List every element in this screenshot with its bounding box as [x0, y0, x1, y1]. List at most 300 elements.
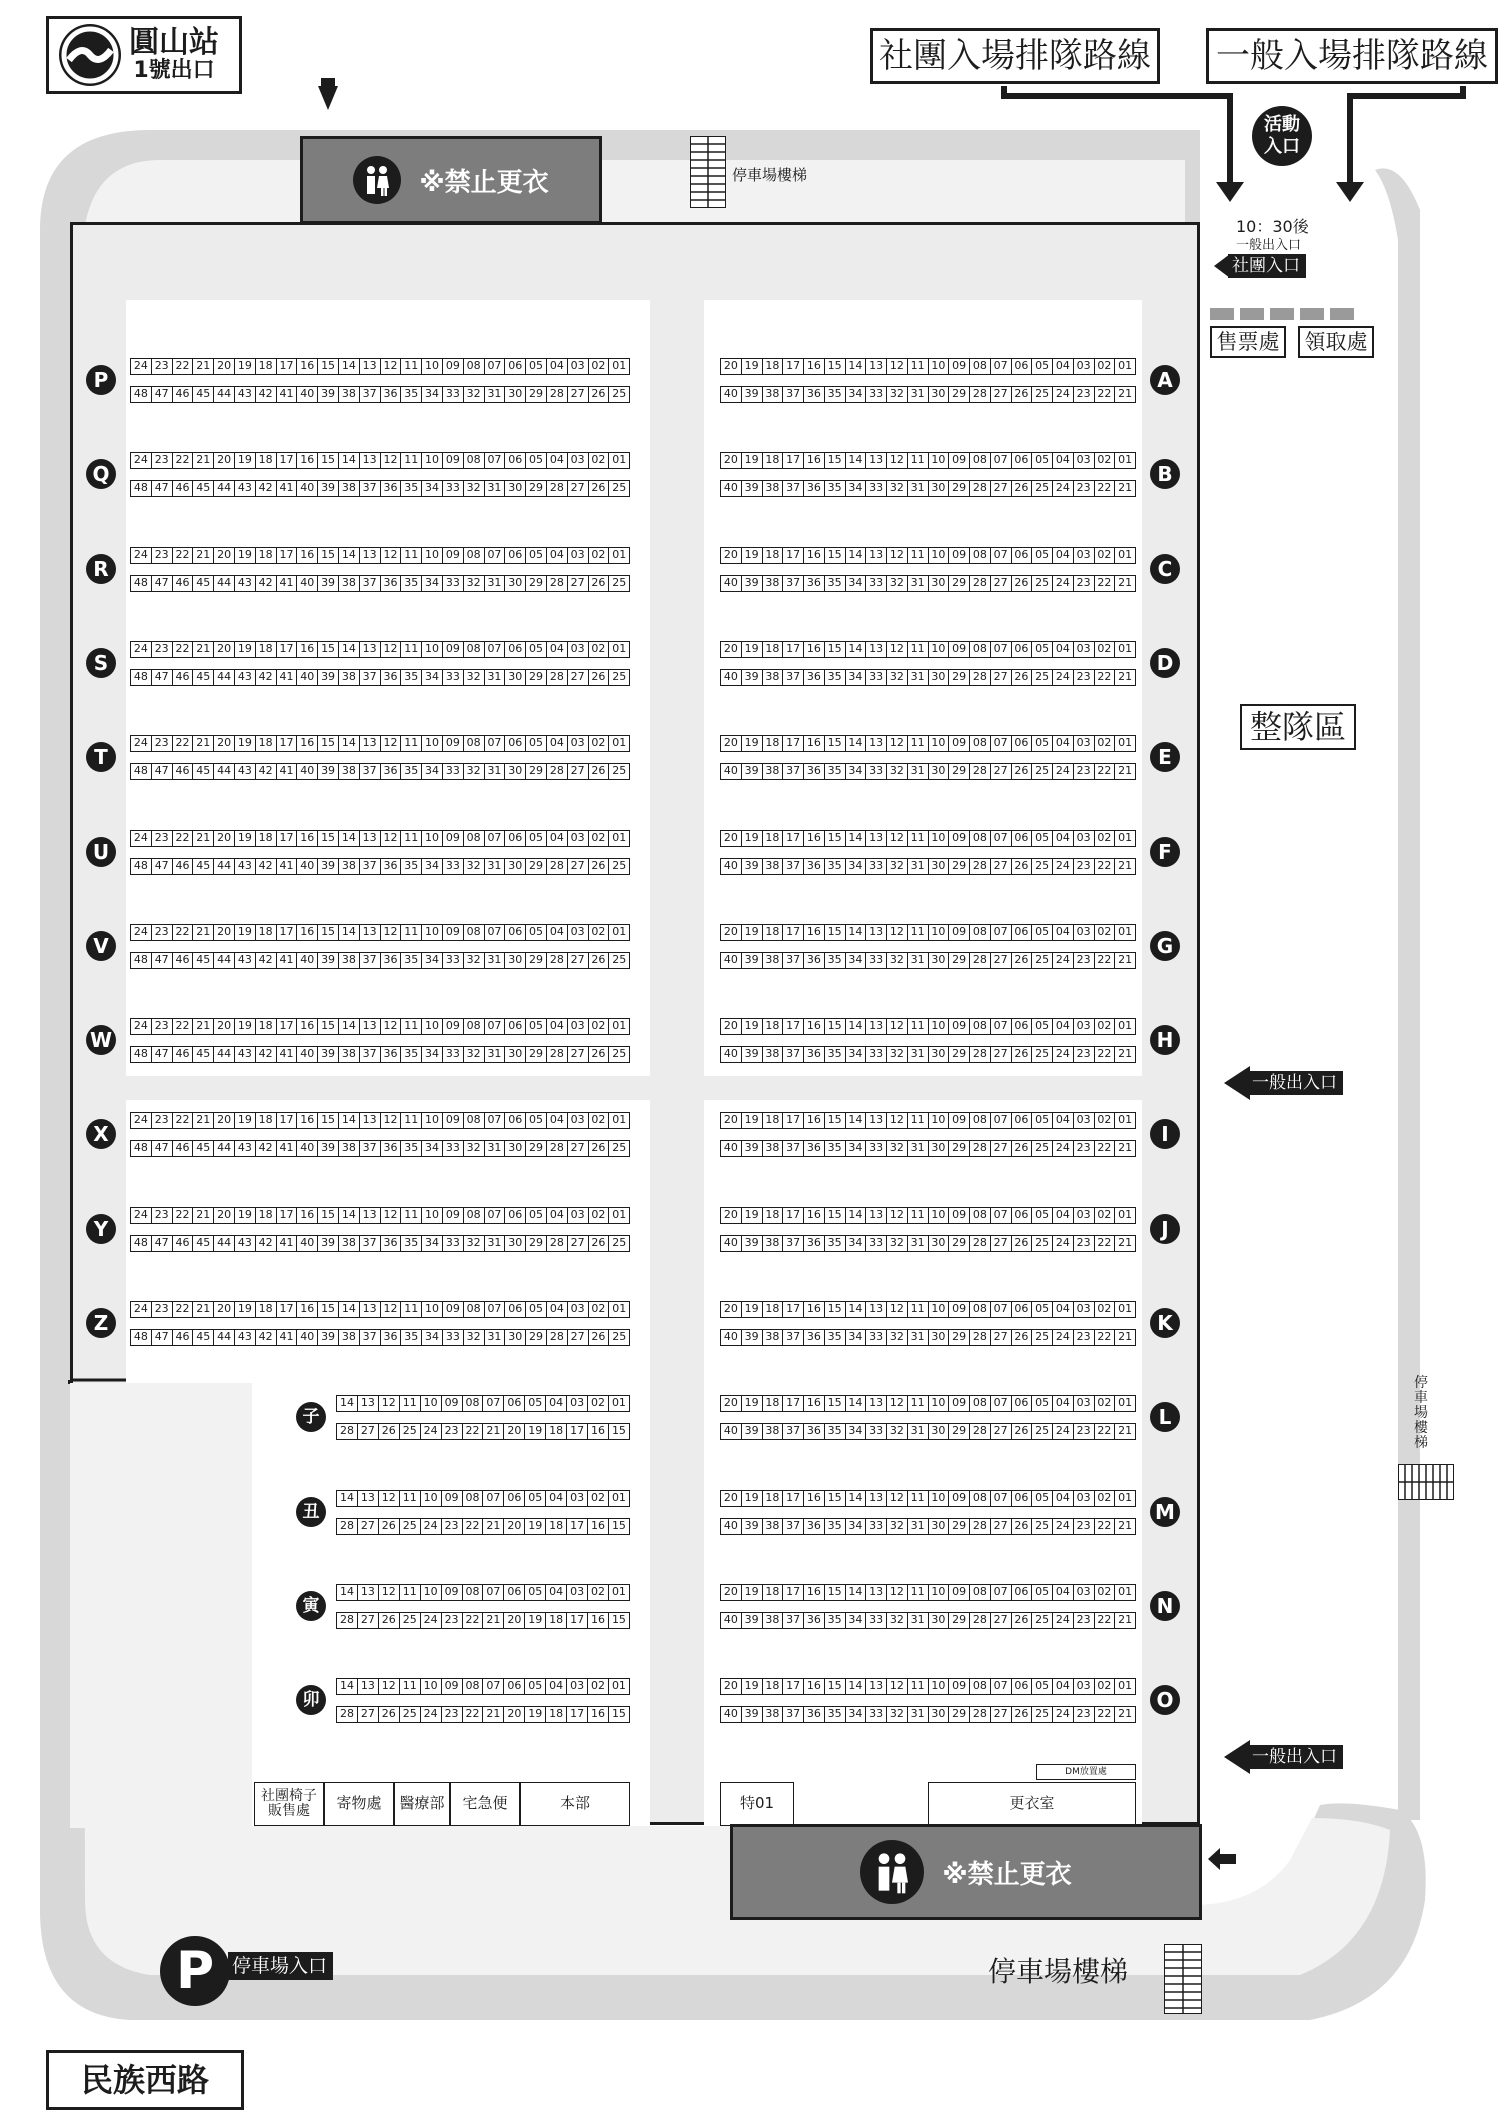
- booth-cell[interactable]: 01: [608, 1679, 629, 1694]
- booth-cell[interactable]: 29: [948, 1141, 969, 1156]
- booth-cell[interactable]: 13: [865, 736, 886, 751]
- booth-cell[interactable]: 34: [421, 576, 442, 591]
- booth-cell[interactable]: 27: [990, 1236, 1011, 1251]
- booth-cell[interactable]: 19: [741, 736, 762, 751]
- booth-cell[interactable]: 20: [723, 1019, 738, 1033]
- booth-cell[interactable]: 18: [255, 1208, 276, 1223]
- booth-cell[interactable]: 07: [990, 1585, 1011, 1600]
- booth-cell[interactable]: 10: [928, 831, 949, 846]
- booth-cell[interactable]: 08: [969, 1302, 990, 1317]
- booth-cell[interactable]: 06: [504, 642, 525, 657]
- booth-cell[interactable]: 06: [504, 736, 525, 751]
- booth-cell[interactable]: 09: [948, 453, 969, 468]
- booth-cell[interactable]: 11: [399, 1491, 420, 1506]
- booth-cell[interactable]: 24: [420, 1613, 441, 1628]
- booth-cell[interactable]: 03: [567, 831, 588, 846]
- booth-cell[interactable]: 11: [400, 1113, 421, 1128]
- booth-cell[interactable]: 31: [907, 1519, 928, 1534]
- booth-cell[interactable]: 11: [907, 548, 928, 563]
- booth-cell[interactable]: 05: [1031, 1208, 1052, 1223]
- booth-cell[interactable]: 30: [928, 953, 949, 968]
- booth-cell[interactable]: 48: [133, 387, 148, 400]
- booth-cell[interactable]: 12: [380, 1019, 401, 1034]
- booth-cell[interactable]: 36: [380, 1236, 401, 1251]
- booth-cell[interactable]: 34: [845, 1424, 866, 1439]
- booth-cell[interactable]: 07: [990, 359, 1011, 374]
- booth-cell[interactable]: 14: [845, 642, 866, 657]
- booth-cell[interactable]: 25: [608, 1236, 629, 1251]
- booth-cell[interactable]: 34: [845, 576, 866, 591]
- booth-cell[interactable]: 29: [525, 576, 546, 591]
- booth-cell[interactable]: 29: [948, 1424, 969, 1439]
- booth-cell[interactable]: 25: [399, 1613, 420, 1628]
- booth-cell[interactable]: 41: [276, 764, 297, 779]
- booth-cell[interactable]: 12: [886, 1585, 907, 1600]
- booth-cell[interactable]: 08: [462, 1679, 483, 1694]
- booth-cell[interactable]: 08: [969, 736, 990, 751]
- booth-cell[interactable]: 16: [803, 548, 824, 563]
- booth-cell[interactable]: 05: [1031, 1302, 1052, 1317]
- booth-cell[interactable]: 29: [948, 1707, 969, 1722]
- booth-cell[interactable]: 02: [588, 453, 609, 468]
- booth-cell[interactable]: 40: [723, 669, 738, 683]
- booth-cell[interactable]: 26: [1011, 764, 1032, 779]
- booth-cell[interactable]: 11: [400, 831, 421, 846]
- booth-cell[interactable]: 03: [566, 1491, 587, 1506]
- booth-cell[interactable]: 16: [587, 1707, 608, 1722]
- booth-cell[interactable]: 32: [886, 576, 907, 591]
- booth-cell[interactable]: 18: [545, 1519, 566, 1534]
- booth-cell[interactable]: 21: [1114, 1424, 1135, 1439]
- booth-cell[interactable]: 14: [339, 1396, 354, 1410]
- booth-cell[interactable]: 11: [907, 1679, 928, 1694]
- booth-cell[interactable]: 15: [608, 1707, 629, 1722]
- booth-cell[interactable]: 25: [1031, 576, 1052, 591]
- booth-cell[interactable]: 38: [338, 1141, 359, 1156]
- booth-cell[interactable]: 01: [608, 1208, 629, 1223]
- booth-cell[interactable]: 18: [762, 359, 783, 374]
- booth-cell[interactable]: 04: [546, 548, 567, 563]
- booth-cell[interactable]: 07: [482, 1585, 503, 1600]
- booth-cell[interactable]: 20: [723, 359, 738, 372]
- booth-cell[interactable]: 22: [462, 1613, 483, 1628]
- booth-cell[interactable]: 23: [151, 1208, 172, 1223]
- booth-cell[interactable]: 11: [399, 1679, 420, 1694]
- booth-cell[interactable]: 10: [928, 453, 949, 468]
- booth-cell[interactable]: 28: [969, 1613, 990, 1628]
- booth-cell[interactable]: 08: [463, 1302, 484, 1317]
- booth-cell[interactable]: 37: [782, 859, 803, 874]
- booth-cell[interactable]: 27: [990, 1141, 1011, 1156]
- booth-cell[interactable]: 41: [276, 953, 297, 968]
- booth-cell[interactable]: 02: [1094, 1019, 1115, 1034]
- booth-cell[interactable]: 26: [1011, 859, 1032, 874]
- booth-cell[interactable]: 17: [276, 831, 297, 846]
- booth-cell[interactable]: 21: [1114, 764, 1135, 779]
- booth-cell[interactable]: 20: [503, 1707, 524, 1722]
- booth-cell[interactable]: 21: [192, 453, 213, 468]
- booth-cell[interactable]: 12: [380, 736, 401, 751]
- booth-cell[interactable]: 33: [865, 1613, 886, 1628]
- booth-cell[interactable]: 37: [782, 1236, 803, 1251]
- booth-cell[interactable]: 27: [567, 1330, 588, 1345]
- booth-cell[interactable]: 30: [928, 387, 949, 402]
- booth-cell[interactable]: 09: [441, 1396, 462, 1411]
- booth-cell[interactable]: 20: [723, 736, 738, 750]
- booth-cell[interactable]: 11: [400, 548, 421, 563]
- booth-cell[interactable]: 11: [907, 359, 928, 374]
- booth-cell[interactable]: 36: [380, 1330, 401, 1345]
- booth-cell[interactable]: 03: [1073, 1208, 1094, 1223]
- booth-cell[interactable]: 13: [865, 1396, 886, 1411]
- booth-cell[interactable]: 18: [255, 925, 276, 940]
- booth-cell[interactable]: 17: [276, 1113, 297, 1128]
- booth-cell[interactable]: 08: [969, 1679, 990, 1694]
- booth-cell[interactable]: 06: [504, 359, 525, 374]
- booth-cell[interactable]: 30: [928, 1141, 949, 1156]
- booth-cell[interactable]: 19: [741, 1585, 762, 1600]
- booth-cell[interactable]: 45: [192, 1236, 213, 1251]
- booth-cell[interactable]: 10: [928, 1019, 949, 1034]
- booth-cell[interactable]: 32: [463, 764, 484, 779]
- booth-cell[interactable]: 06: [1011, 359, 1032, 374]
- booth-cell[interactable]: 48: [133, 1141, 148, 1155]
- booth-cell[interactable]: 41: [276, 1330, 297, 1345]
- booth-cell[interactable]: 10: [421, 831, 442, 846]
- booth-cell[interactable]: 01: [608, 1302, 629, 1317]
- booth-cell[interactable]: 06: [504, 831, 525, 846]
- booth-cell[interactable]: 09: [442, 1302, 463, 1317]
- booth-cell[interactable]: 11: [907, 736, 928, 751]
- booth-cell[interactable]: 18: [762, 1302, 783, 1317]
- booth-cell[interactable]: 12: [378, 1679, 399, 1694]
- booth-cell[interactable]: 15: [317, 831, 338, 846]
- booth-cell[interactable]: 14: [845, 1491, 866, 1506]
- booth-cell[interactable]: 45: [192, 1330, 213, 1345]
- booth-cell[interactable]: 35: [824, 576, 845, 591]
- booth-cell[interactable]: 23: [1073, 387, 1094, 402]
- booth-cell[interactable]: 32: [463, 387, 484, 402]
- booth-cell[interactable]: 23: [441, 1519, 462, 1534]
- booth-cell[interactable]: 19: [234, 925, 255, 940]
- booth-cell[interactable]: 18: [762, 453, 783, 468]
- booth-cell[interactable]: 03: [567, 548, 588, 563]
- booth-cell[interactable]: 34: [845, 1330, 866, 1345]
- booth-cell[interactable]: 04: [1052, 1679, 1073, 1694]
- booth-cell[interactable]: 02: [1094, 1396, 1115, 1411]
- booth-cell[interactable]: 08: [463, 925, 484, 940]
- booth-cell[interactable]: 21: [1114, 859, 1135, 874]
- booth-cell[interactable]: 04: [546, 453, 567, 468]
- booth-cell[interactable]: 34: [845, 481, 866, 496]
- booth-cell[interactable]: 16: [296, 453, 317, 468]
- booth-cell[interactable]: 17: [782, 1302, 803, 1317]
- booth-cell[interactable]: 45: [192, 1047, 213, 1062]
- booth-cell[interactable]: 06: [503, 1585, 524, 1600]
- booth-cell[interactable]: 18: [545, 1707, 566, 1722]
- booth-cell[interactable]: 23: [151, 548, 172, 563]
- booth-cell[interactable]: 22: [172, 831, 193, 846]
- booth-cell[interactable]: 23: [151, 453, 172, 468]
- booth-cell[interactable]: 13: [865, 548, 886, 563]
- booth-cell[interactable]: 18: [255, 453, 276, 468]
- booth-cell[interactable]: 14: [338, 1302, 359, 1317]
- booth-cell[interactable]: 10: [928, 1491, 949, 1506]
- booth-cell[interactable]: 28: [546, 1047, 567, 1062]
- booth-cell[interactable]: 39: [741, 953, 762, 968]
- booth-cell[interactable]: 48: [133, 669, 148, 683]
- booth-cell[interactable]: 33: [442, 1236, 463, 1251]
- booth-cell[interactable]: 14: [845, 831, 866, 846]
- booth-cell[interactable]: 23: [1073, 1047, 1094, 1062]
- booth-cell[interactable]: 22: [1094, 387, 1115, 402]
- booth-cell[interactable]: 18: [762, 925, 783, 940]
- booth-cell[interactable]: 14: [845, 925, 866, 940]
- booth-cell[interactable]: 33: [442, 387, 463, 402]
- booth-cell[interactable]: 22: [1094, 953, 1115, 968]
- booth-cell[interactable]: 12: [886, 453, 907, 468]
- booth-cell[interactable]: 26: [1011, 953, 1032, 968]
- booth-cell[interactable]: 23: [1073, 1141, 1094, 1156]
- booth-cell[interactable]: 04: [546, 359, 567, 374]
- booth-cell[interactable]: 36: [380, 1047, 401, 1062]
- booth-cell[interactable]: 12: [886, 925, 907, 940]
- booth-cell[interactable]: 43: [234, 953, 255, 968]
- booth-cell[interactable]: 19: [741, 925, 762, 940]
- booth-cell[interactable]: 11: [400, 453, 421, 468]
- booth-cell[interactable]: 45: [192, 1141, 213, 1156]
- booth-cell[interactable]: 15: [824, 1491, 845, 1506]
- booth-cell[interactable]: 27: [990, 1047, 1011, 1062]
- booth-cell[interactable]: 04: [546, 1208, 567, 1223]
- booth-cell[interactable]: 28: [339, 1707, 354, 1721]
- booth-cell[interactable]: 15: [824, 1585, 845, 1600]
- booth-cell[interactable]: 44: [213, 1141, 234, 1156]
- booth-cell[interactable]: 06: [1011, 925, 1032, 940]
- booth-cell[interactable]: 39: [317, 1141, 338, 1156]
- booth-cell[interactable]: 25: [608, 481, 629, 496]
- booth-cell[interactable]: 22: [172, 453, 193, 468]
- booth-cell[interactable]: 13: [865, 359, 886, 374]
- booth-cell[interactable]: 35: [400, 576, 421, 591]
- booth-cell[interactable]: 08: [969, 925, 990, 940]
- booth-cell[interactable]: 30: [504, 859, 525, 874]
- booth-cell[interactable]: 17: [782, 642, 803, 657]
- booth-cell[interactable]: 40: [296, 859, 317, 874]
- booth-cell[interactable]: 06: [1011, 1113, 1032, 1128]
- booth-cell[interactable]: 09: [948, 642, 969, 657]
- booth-cell[interactable]: 01: [1114, 1208, 1135, 1223]
- booth-cell[interactable]: 37: [782, 764, 803, 779]
- booth-cell[interactable]: 23: [151, 1113, 172, 1128]
- booth-cell[interactable]: 21: [192, 642, 213, 657]
- booth-cell[interactable]: 32: [886, 764, 907, 779]
- booth-cell[interactable]: 22: [1094, 1424, 1115, 1439]
- booth-cell[interactable]: 14: [338, 548, 359, 563]
- booth-cell[interactable]: 08: [463, 453, 484, 468]
- booth-cell[interactable]: 05: [525, 359, 546, 374]
- booth-cell[interactable]: 14: [339, 1490, 354, 1504]
- booth-cell[interactable]: 22: [172, 1113, 193, 1128]
- booth-cell[interactable]: 44: [213, 953, 234, 968]
- booth-cell[interactable]: 19: [524, 1707, 545, 1722]
- booth-cell[interactable]: 20: [213, 925, 234, 940]
- booth-cell[interactable]: 01: [1114, 548, 1135, 563]
- booth-cell[interactable]: 39: [741, 1519, 762, 1534]
- booth-cell[interactable]: 37: [782, 387, 803, 402]
- booth-cell[interactable]: 47: [151, 859, 172, 874]
- booth-cell[interactable]: 23: [151, 642, 172, 657]
- booth-cell[interactable]: 04: [546, 831, 567, 846]
- booth-cell[interactable]: 25: [1031, 387, 1052, 402]
- booth-cell[interactable]: 05: [1031, 925, 1052, 940]
- booth-cell[interactable]: 35: [824, 1424, 845, 1439]
- booth-cell[interactable]: 31: [907, 1613, 928, 1628]
- booth-cell[interactable]: 31: [907, 481, 928, 496]
- booth-cell[interactable]: 30: [504, 1047, 525, 1062]
- booth-cell[interactable]: 17: [782, 1396, 803, 1411]
- booth-cell[interactable]: 24: [1052, 1519, 1073, 1534]
- booth-cell[interactable]: 36: [803, 1613, 824, 1628]
- booth-cell[interactable]: 42: [255, 1236, 276, 1251]
- booth-cell[interactable]: 02: [588, 831, 609, 846]
- booth-cell[interactable]: 40: [296, 387, 317, 402]
- booth-cell[interactable]: 38: [762, 1236, 783, 1251]
- booth-cell[interactable]: 24: [1052, 1330, 1073, 1345]
- booth-cell[interactable]: 14: [845, 1679, 866, 1694]
- booth-cell[interactable]: 18: [762, 1679, 783, 1694]
- booth-cell[interactable]: 08: [969, 453, 990, 468]
- booth-cell[interactable]: 29: [525, 387, 546, 402]
- booth-cell[interactable]: 30: [928, 1330, 949, 1345]
- booth-cell[interactable]: 15: [824, 831, 845, 846]
- booth-cell[interactable]: 13: [865, 642, 886, 657]
- booth-cell[interactable]: 27: [990, 764, 1011, 779]
- booth-cell[interactable]: 15: [317, 925, 338, 940]
- booth-cell[interactable]: 08: [969, 642, 990, 657]
- booth-cell[interactable]: 08: [463, 642, 484, 657]
- booth-cell[interactable]: 04: [1052, 1113, 1073, 1128]
- booth-cell[interactable]: 04: [1052, 831, 1073, 846]
- booth-cell[interactable]: 47: [151, 1047, 172, 1062]
- booth-cell[interactable]: 29: [525, 764, 546, 779]
- booth-cell[interactable]: 46: [172, 953, 193, 968]
- booth-cell[interactable]: 06: [1011, 1019, 1032, 1034]
- booth-cell[interactable]: 14: [845, 548, 866, 563]
- booth-cell[interactable]: 27: [357, 1424, 378, 1439]
- booth-cell[interactable]: 24: [133, 1019, 148, 1033]
- booth-cell[interactable]: 04: [545, 1679, 566, 1694]
- booth-cell[interactable]: 29: [948, 481, 969, 496]
- booth-cell[interactable]: 28: [969, 1424, 990, 1439]
- booth-cell[interactable]: 12: [886, 1679, 907, 1694]
- booth-cell[interactable]: 26: [588, 1236, 609, 1251]
- booth-cell[interactable]: 23: [1073, 1330, 1094, 1345]
- booth-cell[interactable]: 21: [482, 1707, 503, 1722]
- booth-cell[interactable]: 34: [421, 387, 442, 402]
- booth-cell[interactable]: 17: [276, 1208, 297, 1223]
- booth-cell[interactable]: 39: [317, 1047, 338, 1062]
- booth-cell[interactable]: 06: [504, 453, 525, 468]
- booth-cell[interactable]: 14: [338, 453, 359, 468]
- booth-cell[interactable]: 05: [1031, 1491, 1052, 1506]
- booth-cell[interactable]: 05: [525, 642, 546, 657]
- booth-cell[interactable]: 01: [1114, 642, 1135, 657]
- booth-cell[interactable]: 01: [608, 453, 629, 468]
- booth-cell[interactable]: 01: [608, 1019, 629, 1034]
- booth-cell[interactable]: 10: [420, 1585, 441, 1600]
- booth-cell[interactable]: 37: [782, 1047, 803, 1062]
- booth-cell[interactable]: 13: [359, 1208, 380, 1223]
- booth-cell[interactable]: 14: [338, 1208, 359, 1223]
- booth-cell[interactable]: 06: [504, 1208, 525, 1223]
- booth-cell[interactable]: 23: [151, 1019, 172, 1034]
- booth-cell[interactable]: 12: [380, 1208, 401, 1223]
- booth-cell[interactable]: 25: [608, 670, 629, 685]
- booth-cell[interactable]: 31: [484, 953, 505, 968]
- booth-cell[interactable]: 22: [172, 1019, 193, 1034]
- booth-cell[interactable]: 22: [1094, 1707, 1115, 1722]
- booth-cell[interactable]: 24: [1052, 1424, 1073, 1439]
- booth-cell[interactable]: 34: [845, 1519, 866, 1534]
- booth-cell[interactable]: 37: [782, 953, 803, 968]
- booth-cell[interactable]: 02: [1094, 1113, 1115, 1128]
- booth-cell[interactable]: 31: [484, 481, 505, 496]
- booth-cell[interactable]: 10: [421, 1113, 442, 1128]
- booth-cell[interactable]: 38: [762, 764, 783, 779]
- booth-cell[interactable]: 38: [338, 576, 359, 591]
- booth-cell[interactable]: 18: [255, 1019, 276, 1034]
- booth-cell[interactable]: 40: [296, 764, 317, 779]
- booth-cell[interactable]: 22: [1094, 1047, 1115, 1062]
- booth-cell[interactable]: 22: [172, 925, 193, 940]
- booth-cell[interactable]: 23: [1073, 1519, 1094, 1534]
- booth-cell[interactable]: 39: [317, 953, 338, 968]
- booth-cell[interactable]: 26: [378, 1424, 399, 1439]
- booth-cell[interactable]: 24: [133, 453, 148, 467]
- booth-cell[interactable]: 26: [588, 481, 609, 496]
- booth-cell[interactable]: 35: [400, 481, 421, 496]
- booth-cell[interactable]: 04: [546, 1302, 567, 1317]
- booth-cell[interactable]: 09: [441, 1679, 462, 1694]
- booth-cell[interactable]: 11: [907, 1208, 928, 1223]
- booth-cell[interactable]: 23: [1073, 1424, 1094, 1439]
- booth-cell[interactable]: 21: [1114, 1330, 1135, 1345]
- booth-cell[interactable]: 10: [420, 1491, 441, 1506]
- booth-cell[interactable]: 13: [359, 359, 380, 374]
- booth-cell[interactable]: 02: [588, 1113, 609, 1128]
- booth-cell[interactable]: 02: [1094, 453, 1115, 468]
- booth-cell[interactable]: 48: [133, 575, 148, 589]
- booth-cell[interactable]: 28: [546, 1330, 567, 1345]
- booth-cell[interactable]: 40: [723, 1518, 738, 1532]
- booth-cell[interactable]: 11: [907, 642, 928, 657]
- booth-cell[interactable]: 03: [567, 1208, 588, 1223]
- booth-cell[interactable]: 37: [359, 859, 380, 874]
- booth-cell[interactable]: 29: [948, 1330, 969, 1345]
- booth-cell[interactable]: 31: [484, 859, 505, 874]
- booth-cell[interactable]: 18: [762, 1113, 783, 1128]
- booth-cell[interactable]: 07: [990, 1679, 1011, 1694]
- booth-cell[interactable]: 23: [151, 359, 172, 374]
- booth-cell[interactable]: 07: [484, 453, 505, 468]
- booth-cell[interactable]: 08: [969, 1585, 990, 1600]
- booth-cell[interactable]: 44: [213, 1047, 234, 1062]
- booth-cell[interactable]: 12: [886, 642, 907, 657]
- booth-cell[interactable]: 18: [255, 1302, 276, 1317]
- booth-cell[interactable]: 30: [928, 670, 949, 685]
- booth-cell[interactable]: 34: [845, 859, 866, 874]
